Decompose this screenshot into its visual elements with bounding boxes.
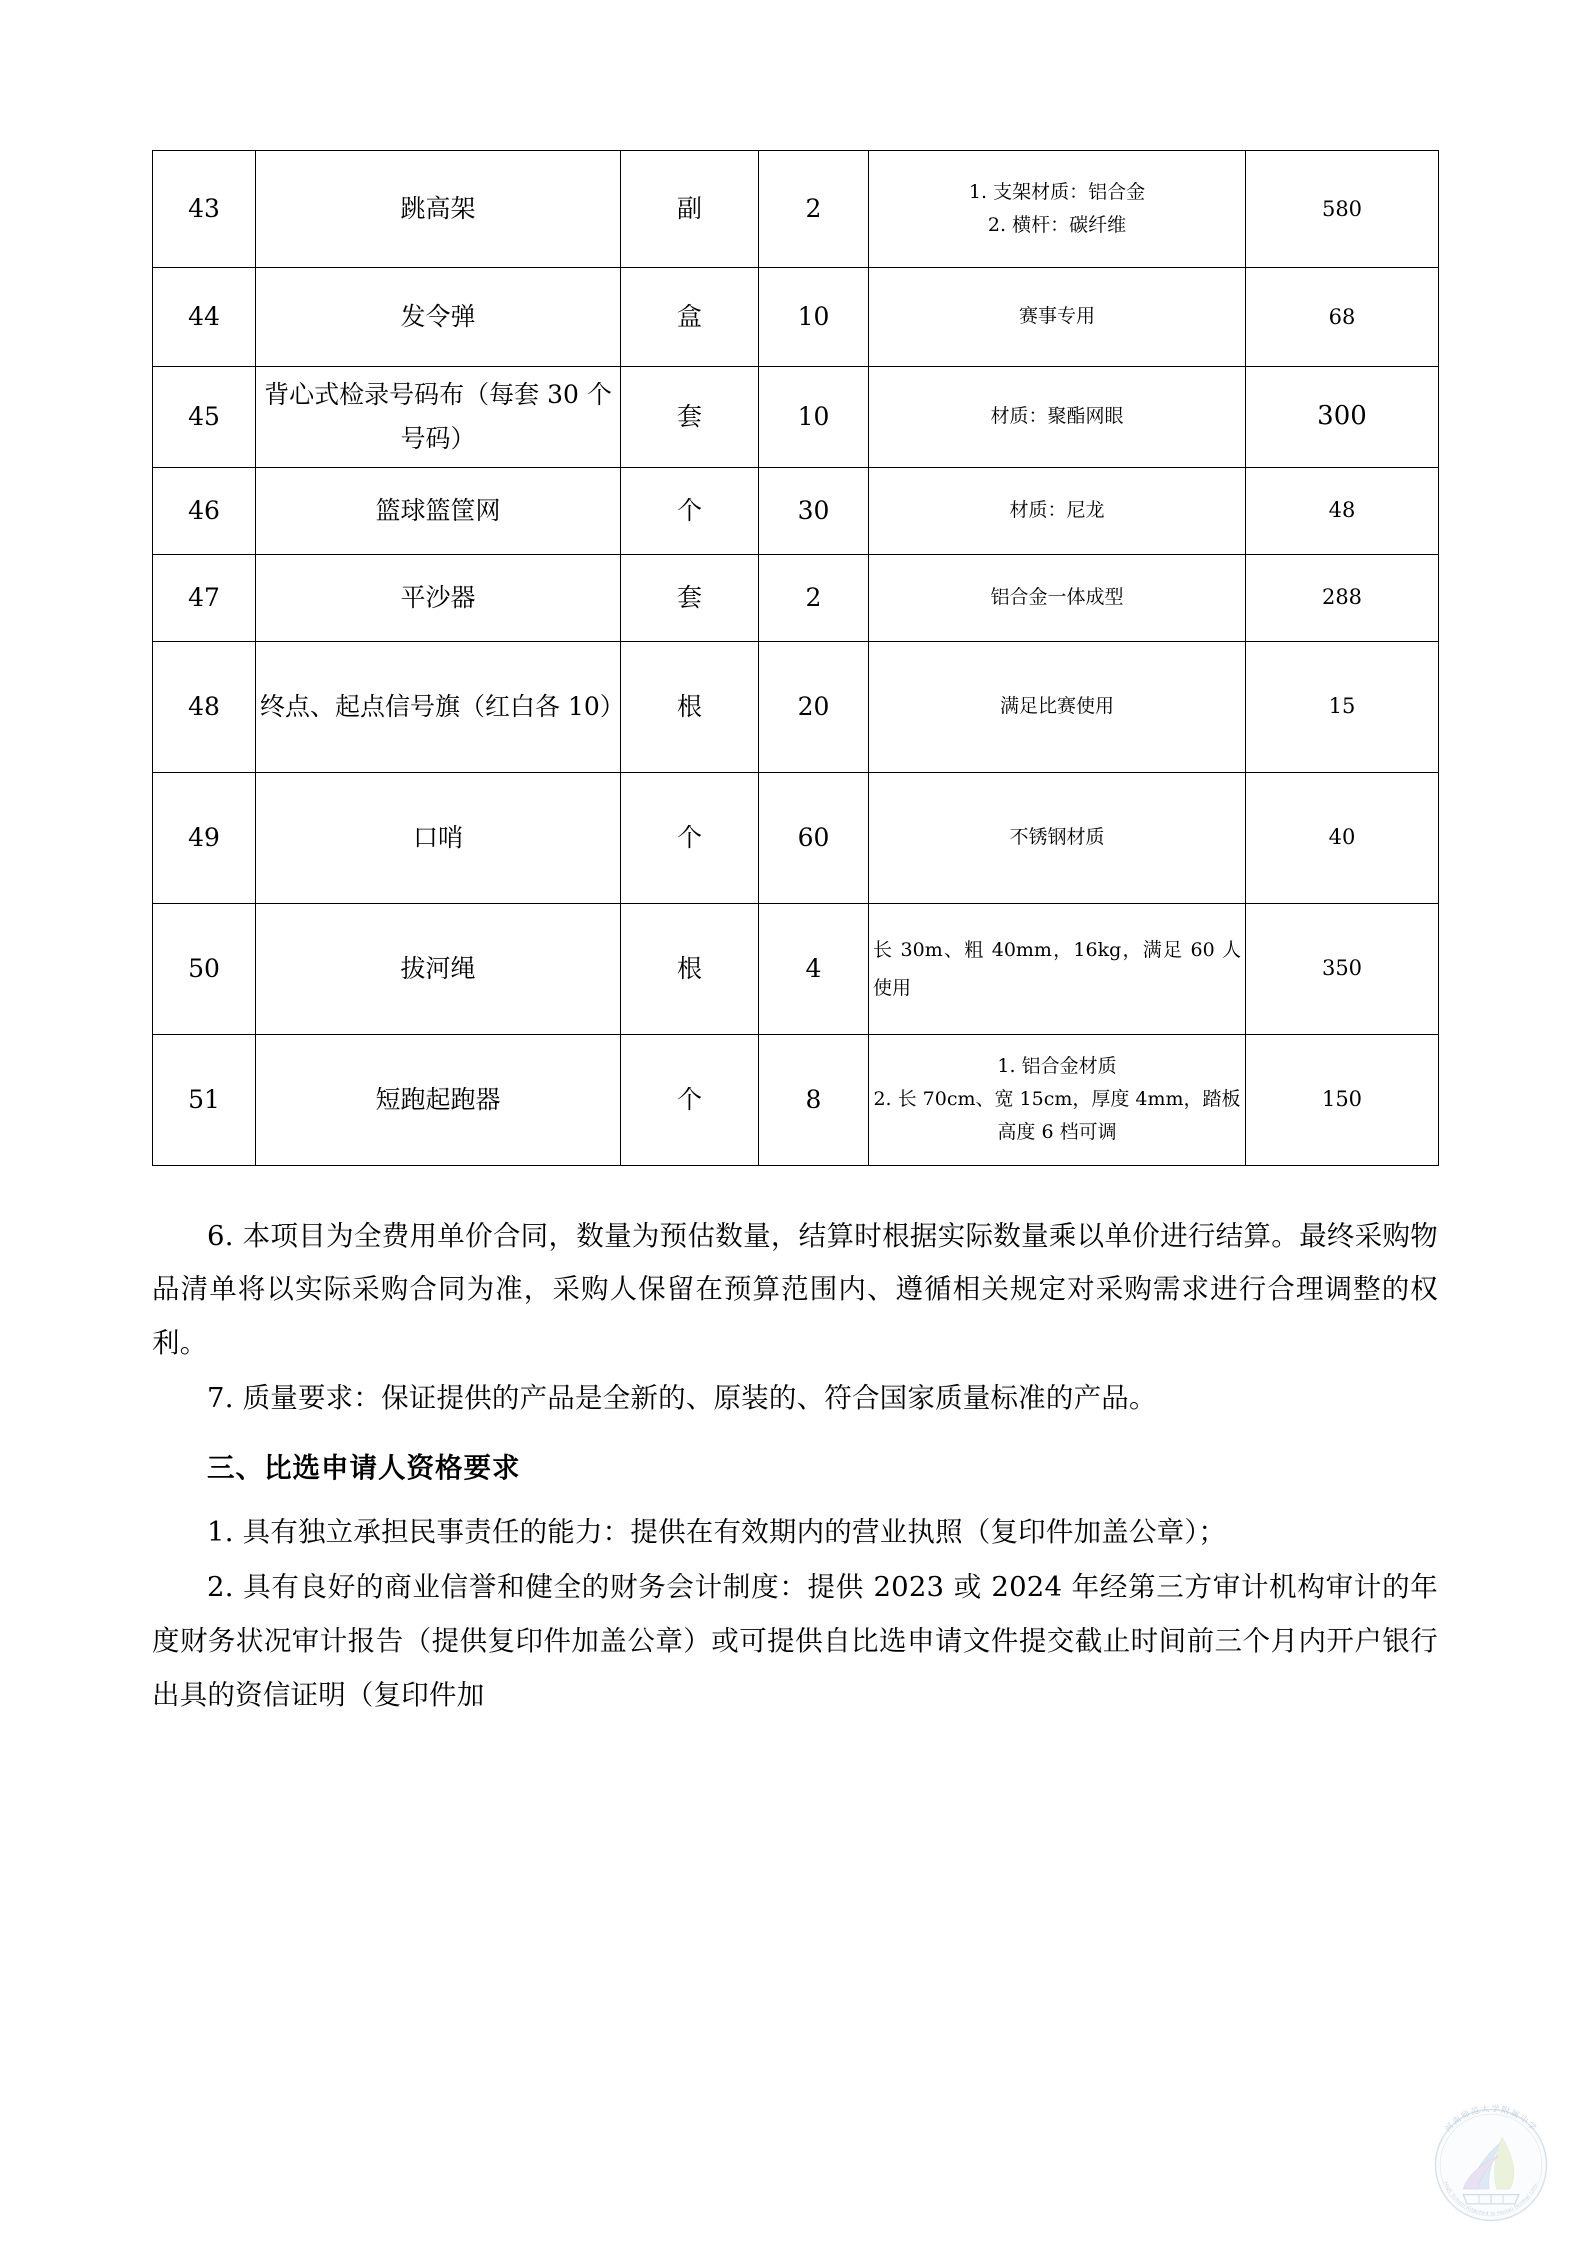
cell-item-spec bbox=[869, 467, 1246, 554]
cell-item-unit: 根 bbox=[621, 903, 759, 1034]
cell-item-no: 51 bbox=[153, 1034, 256, 1165]
cell-item-name: 背心式检录号码布（每套 30 个号码） bbox=[256, 367, 621, 468]
cell-item-qty: 30 bbox=[759, 467, 869, 554]
cell-item-no: 48 bbox=[153, 641, 256, 772]
cell-item-spec bbox=[869, 367, 1246, 468]
cell-item-price: 300 bbox=[1246, 367, 1439, 468]
cell-item-name: 拔河绳 bbox=[256, 903, 621, 1034]
cell-item-unit: 盒 bbox=[621, 268, 759, 367]
cell-item-price: 350 bbox=[1246, 903, 1439, 1034]
cell-item-no: 45 bbox=[153, 367, 256, 468]
cell-item-unit: 个 bbox=[621, 1034, 759, 1165]
cell-item-no: 44 bbox=[153, 268, 256, 367]
cell-item-price: 15 bbox=[1246, 641, 1439, 772]
table-row bbox=[153, 268, 1439, 367]
cell-item-qty: 8 bbox=[759, 1034, 869, 1165]
cell-item-spec bbox=[869, 268, 1246, 367]
cell-item-name: 终点、起点信号旗（红白各 10） bbox=[256, 641, 621, 772]
table-row bbox=[153, 554, 1439, 641]
cell-item-unit: 根 bbox=[621, 641, 759, 772]
cell-item-unit: 副 bbox=[621, 151, 759, 268]
cell-item-name: 跳高架 bbox=[256, 151, 621, 268]
cell-item-spec bbox=[869, 903, 1246, 1034]
cell-item-qty: 4 bbox=[759, 903, 869, 1034]
spec-line: 不锈钢材质 bbox=[1009, 825, 1105, 848]
cell-item-price: 288 bbox=[1246, 554, 1439, 641]
cell-item-unit: 个 bbox=[621, 772, 759, 903]
cell-item-no: 46 bbox=[153, 467, 256, 554]
paragraph-7: 7. 质量要求：保证提供的产品是全新的、原装的、符合国家质量标准的产品。 bbox=[207, 1382, 1157, 1415]
svg-text:High School Attached to Henan: High School Attached to Henan Normal Univ. bbox=[1442, 2181, 1540, 2217]
table-row bbox=[153, 772, 1439, 903]
spec-line: 1. 铝合金材质 bbox=[997, 1054, 1117, 1077]
table-body bbox=[153, 151, 1439, 1166]
table-row bbox=[153, 903, 1439, 1034]
spec-line: 长 30m、粗 40mm，16kg，满足 60 人使用 bbox=[873, 938, 1241, 999]
cell-item-price: 150 bbox=[1246, 1034, 1439, 1165]
section-heading-three: 三、比选申请人资格要求 bbox=[207, 1452, 521, 1484]
cell-item-no: 49 bbox=[153, 772, 256, 903]
cell-item-price: 68 bbox=[1246, 268, 1439, 367]
spec-line: 材质：聚酯网眼 bbox=[990, 405, 1124, 428]
paragraph-6: 6. 本项目为全费用单价合同，数量为预估数量，结算时根据实际数量乘以单价进行结算。最终采购物品清单将以实际采购合同为准，采购人保留在预算范围内、遵循相关规定对采购需求进行合理调整的权利。 bbox=[152, 1219, 1438, 1359]
cell-item-no: 47 bbox=[153, 554, 256, 641]
table-row bbox=[153, 641, 1439, 772]
cell-item-spec bbox=[869, 1034, 1246, 1165]
cell-item-unit: 套 bbox=[621, 367, 759, 468]
cell-item-unit: 套 bbox=[621, 554, 759, 641]
cell-item-spec bbox=[869, 151, 1246, 268]
cell-item-name: 口哨 bbox=[256, 772, 621, 903]
procurement-items-table bbox=[152, 150, 1439, 1166]
spec-line: 铝合金一体成型 bbox=[990, 585, 1124, 608]
spec-line: 1. 支架材质：铝合金 bbox=[968, 180, 1146, 203]
cell-item-unit: 个 bbox=[621, 467, 759, 554]
cell-item-qty: 2 bbox=[759, 554, 869, 641]
spec-line: 2. 横杆：碳纤维 bbox=[987, 214, 1127, 236]
cell-item-qty: 60 bbox=[759, 772, 869, 903]
cell-item-price: 40 bbox=[1246, 772, 1439, 903]
cell-item-name: 发令弹 bbox=[256, 268, 621, 367]
cell-item-name: 篮球篮筐网 bbox=[256, 467, 621, 554]
table-row bbox=[153, 151, 1439, 268]
cell-item-price: 48 bbox=[1246, 467, 1439, 554]
spec-line: 赛事专用 bbox=[1018, 305, 1095, 328]
cell-item-no: 50 bbox=[153, 903, 256, 1034]
qualification-item-2: 2. 具有良好的商业信誉和健全的财务会计制度：提供 2023 或 2024 年经第三方审计机构审计的年度财务状况审计报告（提供复印件加盖公章）或可提供自比选申请文件提交截止时间前三个月内开户银行出具的资信证明（复印件加 bbox=[152, 1571, 1438, 1711]
spec-line: 2. 长 70cm、宽 15cm，厚度 4mm，踏板高度 6 档可调 bbox=[873, 1087, 1241, 1144]
cell-item-qty: 2 bbox=[759, 151, 869, 268]
table-row bbox=[153, 1034, 1439, 1165]
spec-line: 材质：尼龙 bbox=[1009, 498, 1105, 521]
cell-item-spec bbox=[869, 772, 1246, 903]
cell-item-no: 43 bbox=[153, 151, 256, 268]
cell-item-qty: 10 bbox=[759, 268, 869, 367]
cell-item-price: 580 bbox=[1246, 151, 1439, 268]
cell-item-qty: 20 bbox=[759, 641, 869, 772]
cell-item-spec bbox=[869, 641, 1246, 772]
cell-item-name: 平沙器 bbox=[256, 554, 621, 641]
cell-item-spec bbox=[869, 554, 1246, 641]
cell-item-qty: 10 bbox=[759, 367, 869, 468]
cell-item-name: 短跑起跑器 bbox=[256, 1034, 621, 1165]
body-text-block bbox=[152, 1210, 1438, 1723]
school-seal-watermark-icon bbox=[1417, 2091, 1565, 2239]
svg-text:河南师范大学附属中学: 河南师范大学附属中学 bbox=[1442, 2103, 1540, 2134]
table-row bbox=[153, 367, 1439, 468]
table-row bbox=[153, 467, 1439, 554]
qualification-item-1: 1. 具有独立承担民事责任的能力：提供在有效期内的营业执照（复印件加盖公章）； bbox=[207, 1515, 1227, 1548]
page-content bbox=[152, 150, 1438, 1722]
spec-line: 满足比赛使用 bbox=[999, 694, 1114, 717]
